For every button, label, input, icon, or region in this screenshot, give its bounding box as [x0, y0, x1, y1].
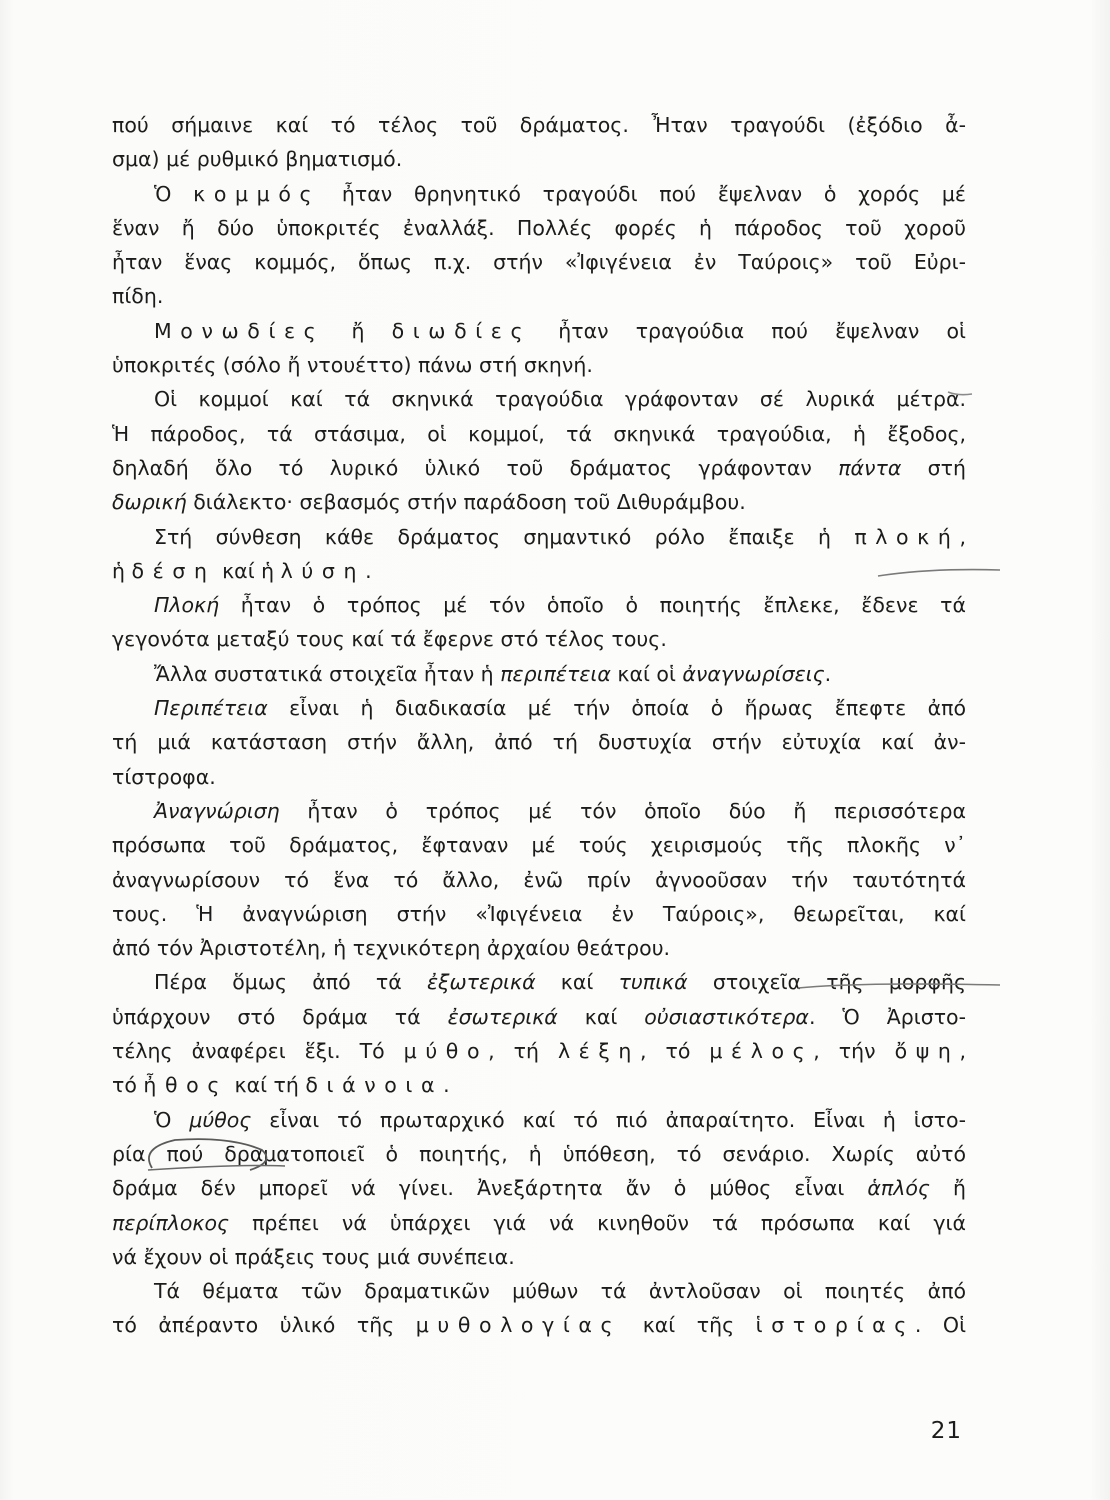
italic-term: μύθος	[189, 1107, 252, 1132]
text-line: νά ἔχουν οἱ πράξεις τους μιά συνέπεια.	[112, 1244, 515, 1269]
paragraph-anagnorisi: Ἀναγνώριση ἦταν ὁ τρόπος μέ τόν ὁποῖο δύο ἤ περισσότερα	[154, 798, 966, 823]
text-line: ὑπάρχουν στό δράμα τά ἐσωτερικά καί οὐσιαστικότερα. Ὁ Ἀριστο-	[112, 1004, 966, 1029]
spaced-term: λύση	[280, 558, 366, 583]
paragraph-inner-elements: Πέρα ὅμως ἀπό τά ἐξωτερικά καί τυπικά στοιχεῖα τῆς μορφῆς	[154, 970, 966, 995]
italic-term: δωρική	[112, 490, 187, 515]
paragraph-plot: Στή σύνθεση κάθε δράματος σημαντικό ρόλο ἔπαιξε ἡ πλοκή,	[154, 524, 966, 549]
italic-term: οὐσιαστικότερα	[644, 1004, 809, 1029]
text-line: δωρική διάλεκτο· σεβασμός στήν παράδοση τοῦ Διθυράμβου.	[112, 490, 746, 515]
italic-term: ἁπλός	[867, 1176, 930, 1201]
text-line: ρία πού δραματοποιεῖ ὁ ποιητής, ἡ ὑπόθεση, τό σενάριο. Χωρίς αὐτό	[112, 1141, 966, 1166]
text-line: δηλαδή ὅλο τό λυρικό ὑλικό τοῦ δράματος γράφονταν πάντα στή	[112, 455, 966, 480]
spaced-term: λέξη	[557, 1039, 641, 1064]
italic-term: ἐσωτερικά	[447, 1004, 558, 1029]
paragraph-themes: Τά θέματα τῶν δραματικῶν μύθων τά ἀντλοῦσαν οἱ ποιητές ἀπό	[154, 1279, 966, 1304]
text-line: ἀπό τόν Ἀριστοτέλη, ἡ τεχνικότερη ἀρχαίου θεάτρου.	[112, 936, 671, 961]
text-line: τή μιά κατάσταση στήν ἄλλη, ἀπό τή δυστυχία στήν εὐτυχία καί ἀν-	[112, 730, 966, 755]
text-line: ἡ δέση καί ἡ λύση.	[112, 558, 372, 583]
spaced-term: Μονωδίες	[154, 318, 325, 343]
text-line: τό ἀπέραντο ὑλικό τῆς μυθολογίας καί τῆς ἱστορίας. Οἱ	[112, 1313, 967, 1338]
text-line: τους. Ἡ ἀναγνώριση στήν «Ἰφιγένεια ἐν Ταύροις», θεωρεῖται, καί	[112, 901, 966, 926]
text-line: ὑποκριτές (σόλο ἤ ντουέττο) πάνω στή σκηνή.	[112, 353, 593, 378]
spaced-term: πλοκή	[854, 524, 960, 549]
spaced-term: ἱστορίας	[755, 1313, 915, 1338]
paragraph-monodies: Μονωδίες ἤ διωδίες ἦταν τραγούδια πού ἔψελναν οἱ	[154, 318, 966, 343]
spaced-term: δέση	[131, 558, 216, 583]
spaced-term: μυθολογίας	[415, 1313, 622, 1338]
italic-term: τυπικά	[618, 970, 688, 995]
text-line: τίστροφα.	[112, 764, 216, 789]
italic-term: περιπέτεια	[500, 661, 611, 686]
paragraph-ploki: Πλοκή ἦταν ὁ τρόπος μέ τόν ὁποῖο ὁ ποιητής ἔπλεκε, ἔδενε τά	[154, 593, 966, 618]
paragraph-elements: Ἄλλα συστατικά στοιχεῖα ἦταν ἡ περιπέτεια καί οἱ ἀναγνωρίσεις.	[154, 661, 832, 686]
text-line: δράμα δέν μπορεῖ νά γίνει. Ἀνεξάρτητα ἄν ὁ μύθος εἶναι ἁπλός ἤ	[112, 1176, 966, 1201]
paragraph-mythos: Ὁ μύθος εἶναι τό πρωταρχικό καί τό πιό ἀπαραίτητο. Εἶναι ἡ ἱστο-	[154, 1107, 966, 1132]
italic-term: περίπλοκος	[112, 1210, 230, 1235]
spaced-term: διωδίες	[391, 318, 532, 343]
text-line: τέλης ἀναφέρει ἕξι. Τό μύθο, τή λέξη, τό μέλος, τήν ὄψη,	[112, 1039, 966, 1064]
text-line: ἦταν ἕνας κομμός, ὅπως π.χ. στήν «Ἰφιγένεια ἐν Ταύροις» τοῦ Εὐρι-	[112, 250, 966, 275]
spaced-term: διάνοια	[305, 1073, 444, 1098]
italic-term: Περιπέτεια	[154, 696, 268, 721]
spaced-term: ὄψη	[894, 1039, 960, 1064]
spaced-term: μύθο	[403, 1039, 489, 1064]
paragraph-peripeteia: Περιπέτεια εἶναι ἡ διαδικασία μέ τήν ὁποία ὁ ἥρωας ἔπεφτε ἀπό	[154, 696, 966, 721]
page-number: 21	[930, 1418, 962, 1444]
spaced-term: ἦθος	[143, 1073, 228, 1098]
paragraph-lyric-metres: Οἱ κομμοί καί τά σκηνικά τραγούδια γράφονταν σέ λυρικά μέτρα.	[154, 387, 966, 412]
text-line: ἕναν ἤ δύο ὑποκριτές ἐναλλάξ. Πολλές φορές ἡ πάροδος τοῦ χοροῦ	[112, 215, 966, 240]
text-line: περίπλοκος πρέπει νά ὑπάρχει γιά νά κινηθοῦν τά πρόσωπα καί γιά	[112, 1210, 966, 1235]
text-line: πρόσωπα τοῦ δράματος, ἔφταναν μέ τούς χειρισμούς τῆς πλοκῆς ν᾽	[112, 833, 966, 858]
italic-term: ἀναγνωρίσεις	[682, 661, 825, 686]
paragraph-kommos: Ὁ κομμός ἦταν θρηνητικό τραγούδι πού ἔψελναν ὁ χορός μέ	[154, 181, 967, 206]
italic-term: Πλοκή	[154, 593, 220, 618]
italic-term: Ἀναγνώριση	[154, 798, 280, 823]
text-line: πού σήμαινε καί τό τέλος τοῦ δράματος. Ἦταν τραγούδι (ἐξόδιο ἆ-	[112, 113, 966, 137]
text-line: ἀναγνωρίσουν τό ἕνα τό ἄλλο, ἐνῶ πρίν ἀγνοοῦσαν τήν ταυτότητά	[112, 867, 966, 892]
italic-term: ἐξωτερικά	[426, 970, 536, 995]
text-line: Ἡ πάροδος, τά στάσιμα, οἱ κομμοί, τά σκηνικά τραγούδια, ἡ ἔξοδος,	[112, 421, 966, 446]
text-line: γεγονότα μεταξύ τους καί τά ἔφερνε στό τέλος τους.	[112, 627, 667, 652]
spaced-term: μέλος	[709, 1039, 814, 1064]
body-text	[112, 108, 966, 1343]
text-line: σμα) μέ ρυθμικό βηματισμό.	[112, 147, 403, 172]
spaced-term: κομμός	[193, 181, 321, 206]
text-line: τό ἦθος καί τή διάνοια.	[112, 1073, 450, 1098]
text-line: πίδη.	[112, 284, 164, 309]
italic-term: πάντα	[838, 455, 902, 480]
